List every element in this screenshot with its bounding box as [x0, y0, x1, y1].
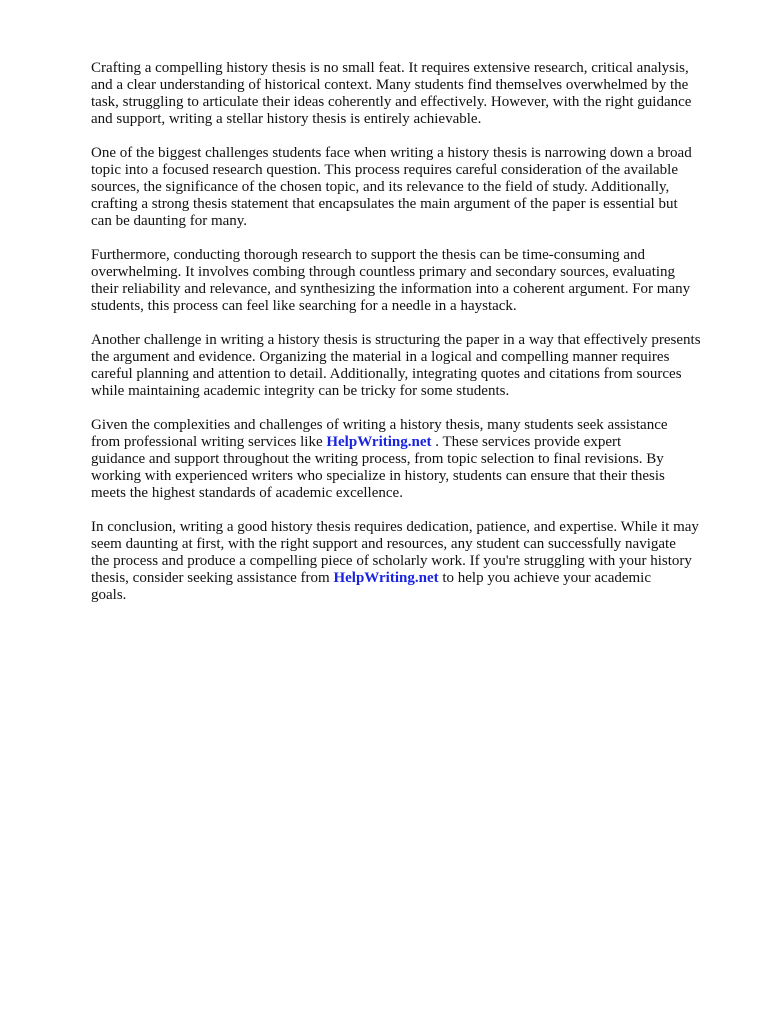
paragraph-services: [91, 417, 731, 502]
helpwriting-link[interactable]: HelpWriting.net: [326, 434, 432, 450]
paragraph-intro: Crafting a compelling history thesis is no small feat. It requires extensive research, critical analysis, and a clear understanding of historical context. Many students find themselves overwhelmed by the task, struggling to articulate their ideas coherently and effectively. However, with the right guidance and support, writing a stellar history thesis is entirely achievable.: [91, 60, 692, 127]
helpwriting-link-conclusion[interactable]: HelpWriting.net: [333, 570, 439, 586]
paragraph-structure: Another challenge in writing a history thesis is structuring the paper in a way that effectively presents the argument and evidence. Organizing the material in a logical and compelling manner requires careful planning and attention to detail. Additionally, integrating quotes and citations from sources while maintaining academic integrity can be tricky for some students.: [91, 332, 701, 399]
paragraph-research: Furthermore, conducting thorough research to support the thesis can be time-consuming and overwhelming. It involves combing through countless primary and secondary sources, evaluating their reliability and relevance, and synthesizing the information into a coherent argument. For many students, this process can feel like searching for a needle in a haystack.: [91, 247, 691, 314]
paragraph-conclusion: [91, 519, 731, 604]
document-body: [91, 60, 731, 621]
services-text-before: Given the complexities and challenges of writing a history thesis, many students seek assistance from professional writing services like: [91, 417, 668, 450]
conclusion-text-before: In conclusion, writing a good history thesis requires dedication, patience, and expertise. While it may seem daunting at first, with the right support and resources, any student can successfully navigate the process and produce a compelling piece of scholarly work. If you're struggling with your history thesis, consider seeking assistance from: [91, 519, 699, 586]
paragraph-challenges: One of the biggest challenges students face when writing a history thesis is narrowing down a broad topic into a focused research question. This process requires careful consideration of the available sources, the significance of the chosen topic, and its relevance to the field of study. Additionally, crafting a strong thesis statement that encapsulates the main argument of the paper is essential but can be daunting for many.: [91, 145, 692, 229]
services-text-after: . These services provide expert guidance and support throughout the writing process, from topic selection to final revisions. By working with experienced writers who specialize in history, students can ensure that their thesis meets the highest standards of academic excellence.: [91, 434, 665, 501]
conclusion-text-after: to help you achieve your academic goals.: [91, 570, 652, 603]
